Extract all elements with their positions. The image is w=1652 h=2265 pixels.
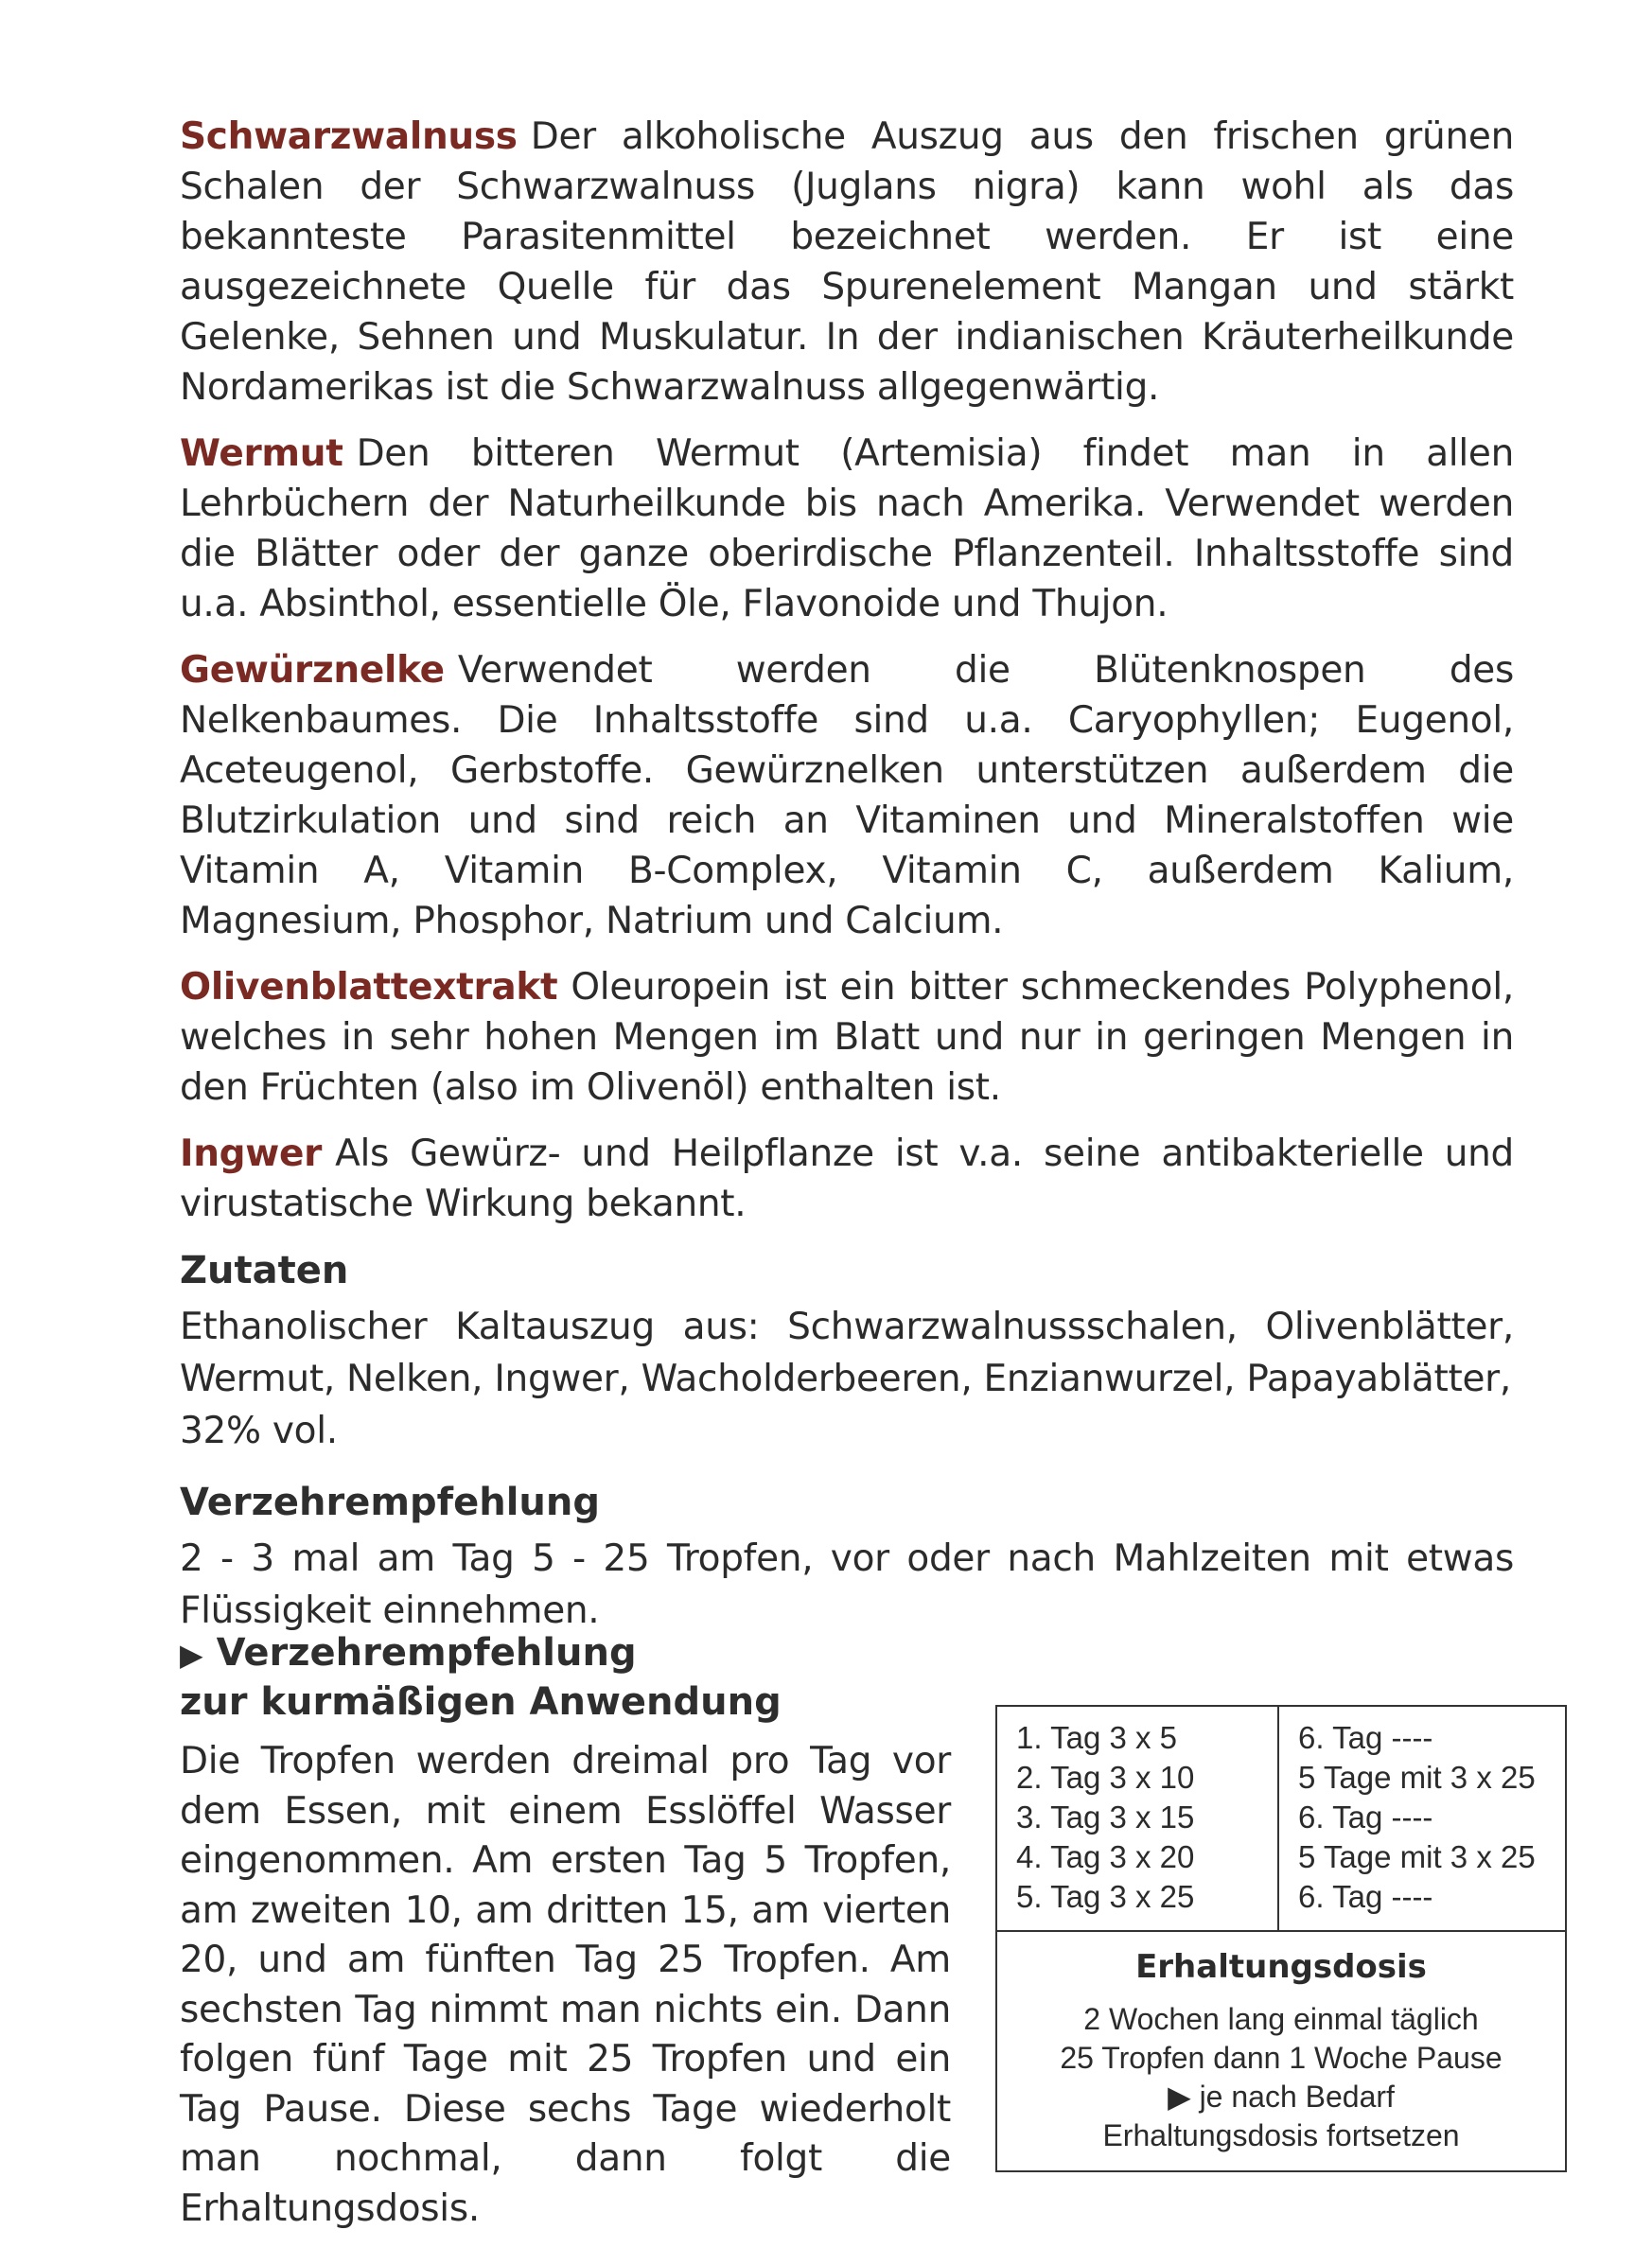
maintenance-line: Erhaltungsdosis fortsetzen — [1102, 2118, 1460, 2152]
product-description — [180, 112, 1514, 1637]
schedule-right-column — [1279, 1707, 1565, 1930]
entry-text: Verwendet werden die Blütenknospen des Nelkenbaumes. Die Inhaltsstoffe sind u.a. Caryophyllen; Eugenol, Aceteugenol, Gerbstoffe. Gewürznelken unterstützen außerdem die Blutzirkulation und sind reich an Vitaminen und Mineralstoffen wie Vitamin A, Vitamin B-Complex, Vitamin C, außerdem Kalium, Magnesium, Phosphor, Natrium und Calcium. — [180, 649, 1514, 942]
cure-heading — [180, 1629, 951, 1726]
entry-wermut — [180, 429, 1514, 629]
ingredients-text — [180, 1301, 1514, 1457]
entry-text: Den bitteren Wermut (Artemisia) findet man in allen Lehrbüchern der Naturheilkunde bis nach Amerika. Verwendet werden die Blätter oder der ganze oberirdische Pflanzenteil. Inhaltsstoffe sind u.a. Absinthol, essentielle Öle, Flavonoide und Thujon. — [180, 432, 1514, 625]
schedule-row: 5 Tage mit 3 x 25 — [1298, 1839, 1536, 1874]
entry-term: Gewürznelke — [180, 649, 445, 692]
entry-olivenblattextrakt — [180, 962, 1514, 1113]
cure-heading-line1: Verzehrempfehlung — [216, 1631, 637, 1675]
schedule-row: 6. Tag ---- — [1298, 1720, 1433, 1755]
entry-ingwer — [180, 1129, 1514, 1229]
arrow-right-icon: ▶ — [180, 1637, 203, 1673]
maintenance-title: Erhaltungsdosis — [1135, 1948, 1427, 1986]
schedule-row: 6. Tag ---- — [1298, 1879, 1433, 1914]
maintenance-line: 25 Tropfen dann 1 Woche Pause — [1060, 2041, 1503, 2075]
maintenance-dose — [997, 1932, 1565, 2170]
schedule-row: 2. Tag 3 x 10 — [1016, 1760, 1195, 1795]
schedule-row: 5 Tage mit 3 x 25 — [1298, 1760, 1536, 1795]
schedule-row: 5. Tag 3 x 25 — [1016, 1879, 1195, 1914]
schedule-row: 1. Tag 3 x 5 — [1016, 1720, 1178, 1755]
entry-schwarzwalnuss — [180, 112, 1514, 413]
entry-term: Olivenblattextrakt — [180, 966, 558, 1009]
entry-term: Ingwer — [180, 1132, 323, 1175]
entry-gewuerznelke — [180, 645, 1514, 946]
dosage-schedule-box — [995, 1705, 1567, 2172]
maintenance-line: ▶ je nach Bedarf — [1168, 2080, 1395, 2114]
cure-column — [180, 1629, 951, 2234]
entry-term: Schwarzwalnuss — [180, 115, 518, 158]
cure-heading-line2: zur kurmäßigen Anwendung — [180, 1680, 782, 1724]
entry-text: Oleuropein ist ein bitter schmeckendes Polyphenol, welches in sehr hohen Mengen im Blatt und nur in geringen Mengen in den Früchten (also im Olivenöl) enthalten ist. — [180, 966, 1514, 1109]
entry-term: Wermut — [180, 432, 343, 475]
ingredients-alcohol: 32% vol. — [180, 1410, 338, 1452]
dosage-text: 2 - 3 mal am Tag 5 - 25 Tropfen, vor oder nach Mahlzeiten mit etwas Flüssigkeit einnehmen. — [180, 1537, 1514, 1632]
dosage-heading: Verzehrempfehlung — [180, 1481, 600, 1524]
schedule-row: 6. Tag ---- — [1298, 1800, 1433, 1835]
schedule-row: 4. Tag 3 x 20 — [1016, 1839, 1195, 1874]
schedule-table — [997, 1707, 1565, 1932]
schedule-left-column — [997, 1707, 1279, 1930]
entry-text: Als Gewürz- und Heilpflanze ist v.a. seine antibakterielle und virustatische Wirkung bekannt. — [180, 1132, 1514, 1225]
ingredients-heading: Zutaten — [180, 1249, 349, 1292]
entry-text: Der alkoholische Auszug aus den frischen grünen Schalen der Schwarzwalnuss (Juglans nigra) kann wohl als das bekannteste Parasitenmittel bezeichnet werden. Er ist eine ausgezeichnete Quelle für das Spurenelement Mangan und stärkt Gelenke, Sehnen und Muskulatur. In der indianischen Kräuterheilkunde Nordamerikas ist die Schwarzwalnuss allgegenwärtig. — [180, 115, 1514, 409]
maintenance-line: 2 Wochen lang einmal täglich — [1083, 2002, 1479, 2036]
ingredients-line: Ethanolischer Kaltauszug aus: Schwarzwalnussschalen, Olivenblätter, Wermut, Nelken, Ingwer, Wacholderbeeren, Enzianwurzel, Papayablätter, — [180, 1306, 1514, 1400]
cure-text: Die Tropfen werden dreimal pro Tag vor dem Essen, mit einem Esslöffel Wasser eingenommen. Am ersten Tag 5 Tropfen, am zweiten 10, am dritten 15, am vierten 20, und am fünften Tag 25 Tropfen. Am sechsten Tag nimmt man nichts ein. Dann folgen fünf Tage mit 25 Tropfen und ein Tag Pause. Diese sechs Tage wiederholt man nochmal, dann folgt die Erhaltungsdosis. — [180, 1740, 951, 2230]
schedule-row: 3. Tag 3 x 15 — [1016, 1800, 1195, 1835]
